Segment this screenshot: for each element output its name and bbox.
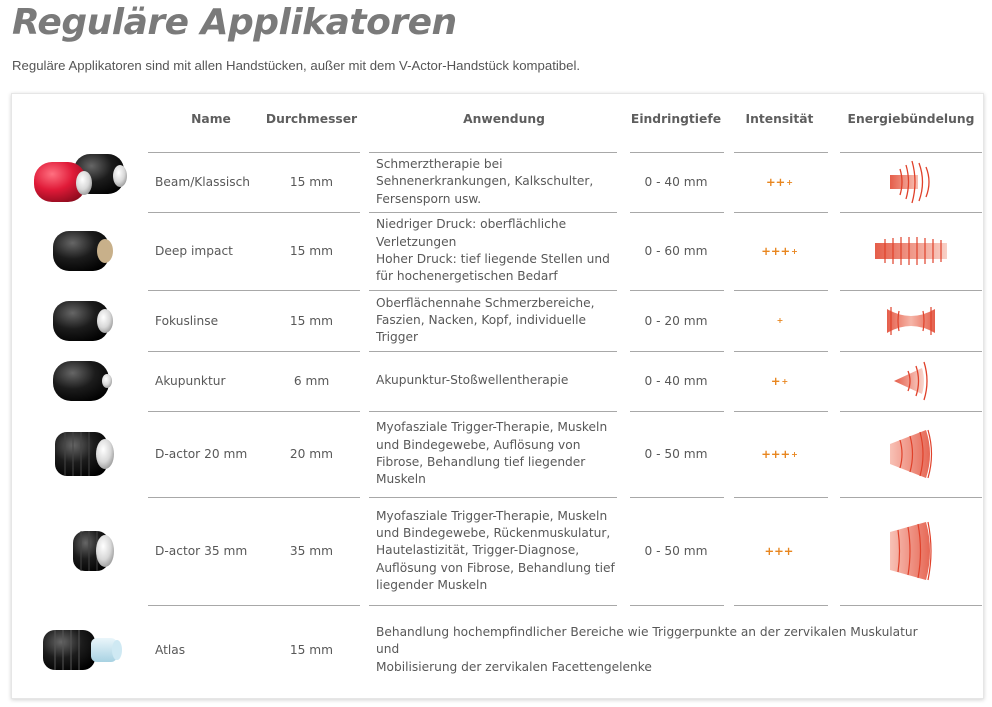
row-depth: 0 - 40 mm — [644, 374, 708, 388]
focus-lens-applicator-image — [14, 290, 152, 351]
row-name: D-actor 20 mm — [155, 447, 248, 461]
table-row — [12, 351, 983, 411]
row-application: Schmerztherapie bei Sehnenerkrankungen, Kalkschulter, Fersensporn usw. — [376, 157, 594, 206]
beam-applicator-image — [14, 152, 152, 212]
row-application: Myofasziale Trigger-Therapie, Muskeln und Bindegewebe, Auflösung von Fibrose, Behandlung tief liegender Muskeln — [376, 420, 608, 487]
row-name: D-actor 35 mm — [155, 544, 248, 558]
row-diameter: 15 mm — [289, 175, 334, 189]
deep-impact-wave-icon — [840, 212, 982, 290]
row-diameter: 20 mm — [289, 447, 334, 461]
d-actor-20-applicator-image — [14, 411, 152, 497]
table-row — [12, 411, 983, 497]
row-name: Atlas — [155, 643, 186, 657]
row-depth: 0 - 40 mm — [644, 175, 708, 189]
row-diameter: 15 mm — [289, 313, 334, 328]
d-actor-35-wave-icon — [840, 497, 982, 605]
table-row — [12, 212, 983, 290]
acupuncture-wave-icon — [840, 351, 982, 411]
row-intensity: + — [776, 316, 784, 325]
header-diameter: Durchmesser — [265, 112, 358, 126]
acupuncture-applicator-image — [14, 351, 152, 411]
header-energy: Energiebündelung — [847, 112, 975, 126]
row-intensity: ++ + — [766, 175, 793, 189]
row-application: Myofasziale Trigger-Therapie, Muskeln und Bindegewebe, Rückenmuskulatur, Hautelastizität, Trigger-Diagnose, Auflösung von Fibrose, Behandlung tief liegender Muskeln — [376, 508, 615, 592]
applicator-table — [11, 93, 984, 699]
row-depth: 0 - 50 mm — [644, 447, 708, 461]
row-application: Niedriger Druck: oberflächliche Verletzungen Hoher Druck: tief liegende Stellen und für hochenergetischen Bedarf — [376, 217, 610, 284]
header-intensity: Intensität — [745, 112, 814, 126]
row-depth: 0 - 50 mm — [644, 544, 708, 558]
deep-impact-applicator-image — [14, 212, 152, 290]
row-intensity: +++ + — [761, 447, 798, 461]
row-name: Beam/Klassisch — [155, 175, 251, 189]
table-row — [12, 290, 983, 351]
table-row — [12, 152, 983, 212]
table-row — [12, 605, 983, 695]
row-application: Oberflächennahe Schmerzbereiche, Faszien, Nacken, Kopf, individuelle Trigger — [376, 295, 595, 345]
row-application: Behandlung hochempfindlicher Bereiche wie Triggerpunkte an der zervikalen Muskulatur und Mobilisierung der zervikalen Facettengelenke — [376, 625, 918, 674]
row-diameter: 15 mm — [289, 643, 334, 657]
header-application: Anwendung — [463, 112, 545, 126]
row-depth: 0 - 20 mm — [644, 313, 708, 328]
header-depth: Eindringtiefe — [630, 112, 722, 126]
focus-lens-wave-icon — [840, 290, 982, 351]
beam-wave-icon — [840, 152, 982, 212]
row-application: Akupunktur-Stoßwellentherapie — [376, 373, 569, 388]
page-subtitle: Reguläre Applikatoren sind mit allen Handstücken, außer mit dem V-Actor-Handstück kompatibel. — [12, 58, 581, 73]
row-name: Akupunktur — [155, 374, 226, 388]
row-diameter: 6 mm — [293, 374, 330, 388]
row-intensity: + + — [770, 374, 789, 388]
row-depth: 0 - 60 mm — [644, 244, 708, 258]
atlas-applicator-image — [14, 605, 152, 695]
d-actor-35-applicator-image — [14, 497, 152, 605]
row-diameter: 15 mm — [289, 244, 334, 258]
row-intensity: +++ — [764, 544, 794, 558]
row-intensity: +++ + — [761, 244, 798, 258]
d-actor-20-wave-icon — [840, 411, 982, 497]
row-name: Deep impact — [155, 244, 233, 258]
table-row — [12, 497, 983, 605]
row-diameter: 35 mm — [289, 544, 334, 558]
row-name: Fokuslinse — [155, 313, 219, 328]
header-name: Name — [191, 112, 231, 126]
page-title: Reguläre Applikatoren — [12, 2, 457, 43]
